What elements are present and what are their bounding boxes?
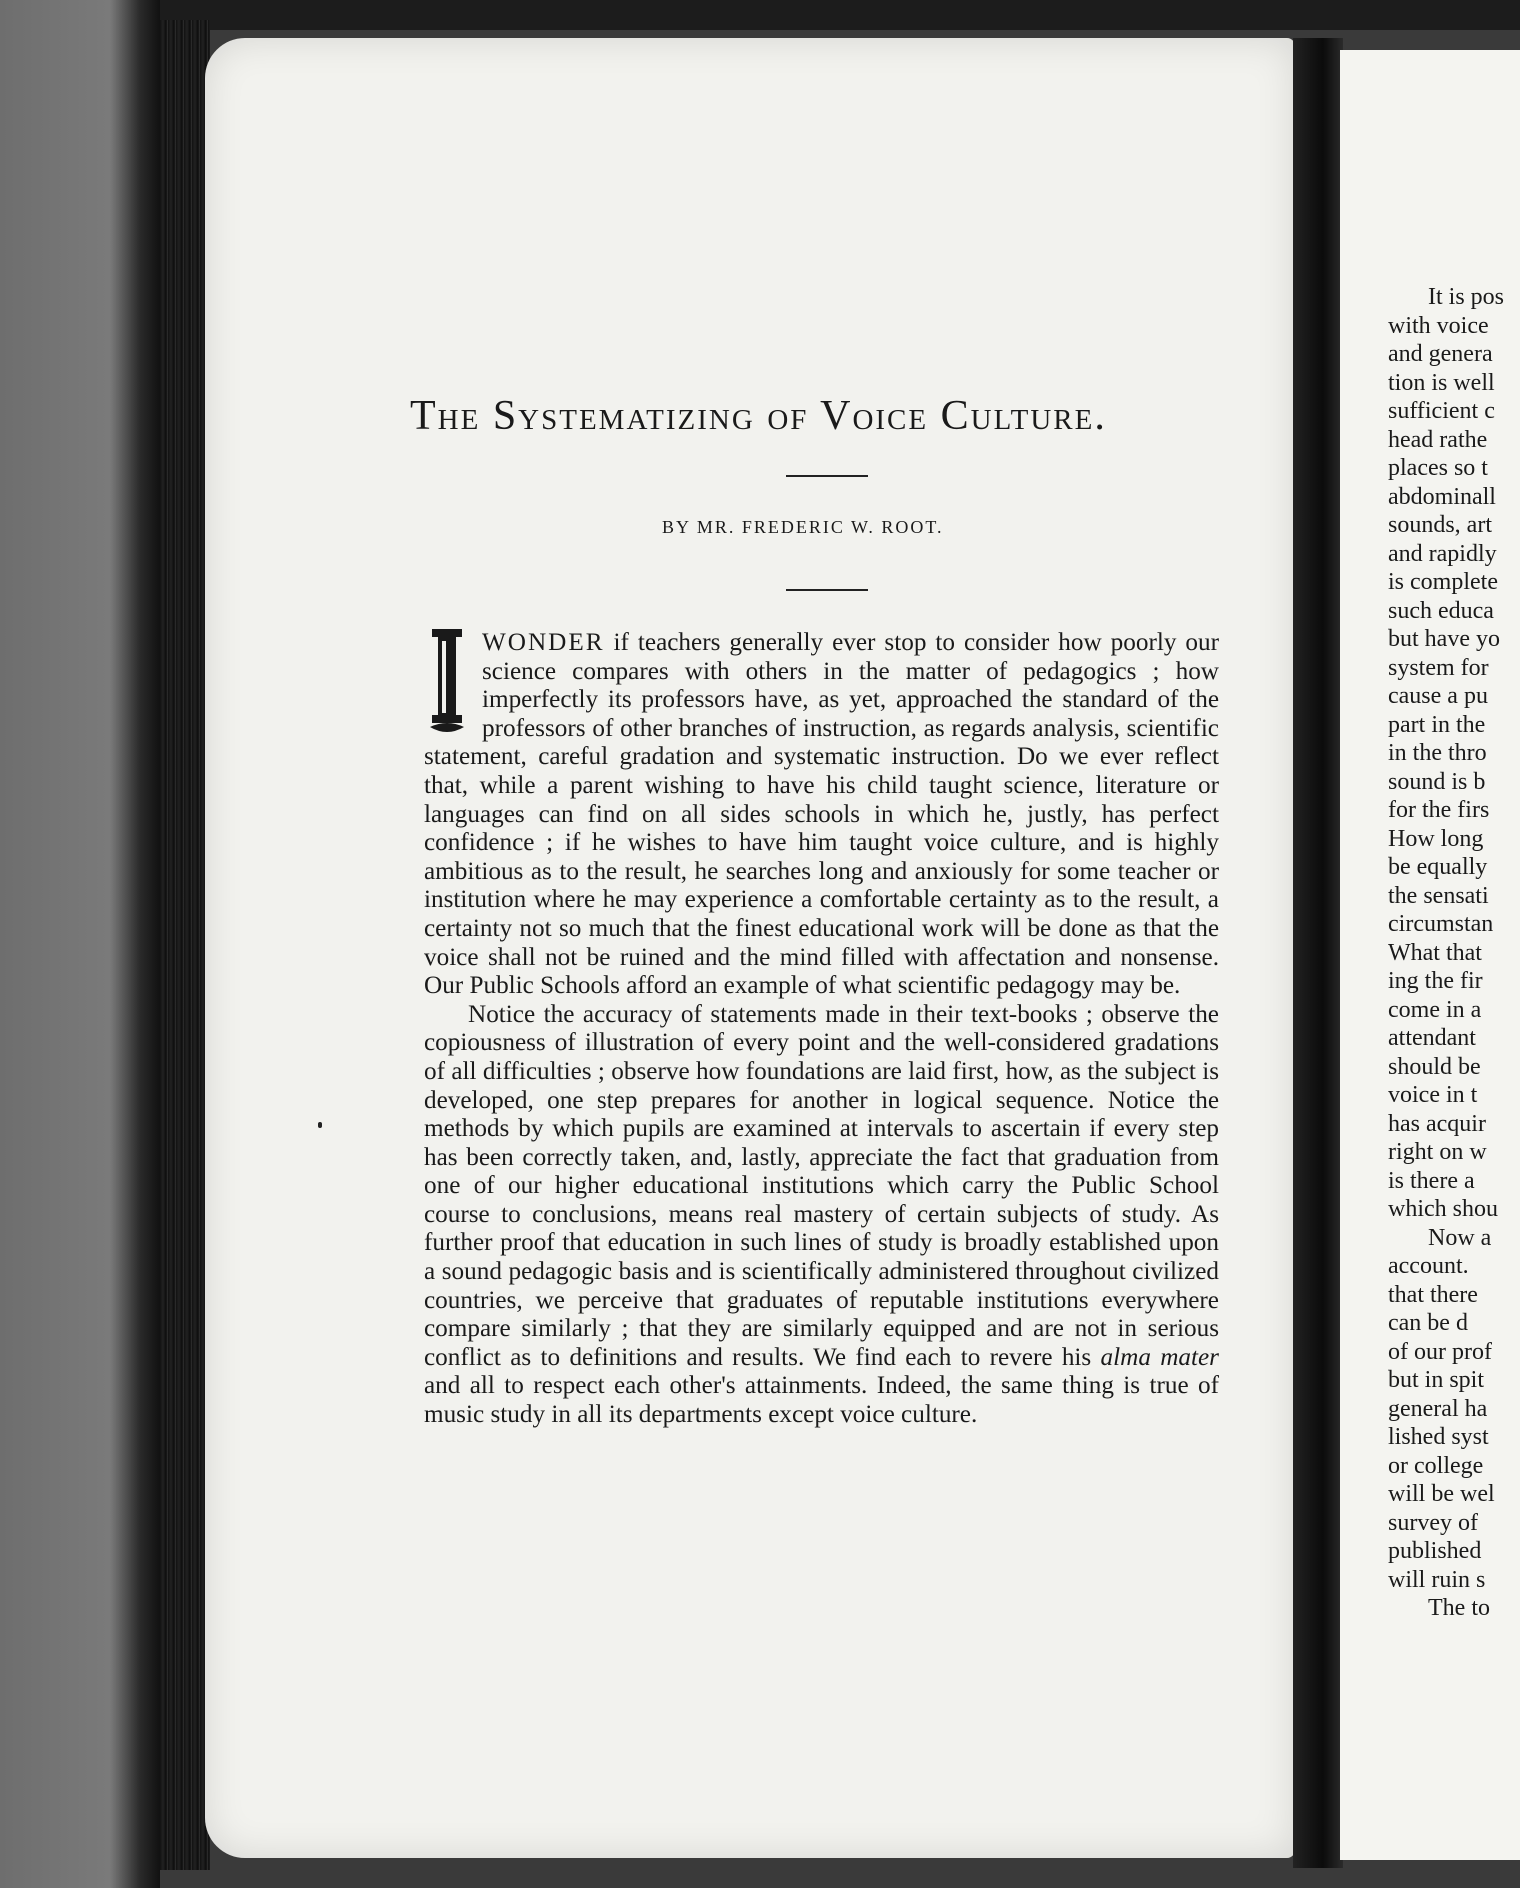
ornamental-i-icon [420, 627, 474, 739]
facing-page-line: has acquir [1388, 1110, 1486, 1137]
facing-page-line: or college [1388, 1452, 1484, 1479]
scan-left-margin [0, 0, 160, 1888]
facing-page-line: abdominall [1388, 483, 1496, 510]
facing-page-line: right on w [1388, 1139, 1487, 1165]
facing-page-line: come in a [1388, 996, 1482, 1023]
facing-page-line: the sensati [1388, 882, 1489, 909]
facing-page-line: should be [1388, 1053, 1481, 1080]
facing-page-line: of our prof [1388, 1338, 1492, 1365]
facing-page-line: How long [1388, 825, 1484, 852]
facing-page-line: head rathe [1388, 426, 1488, 453]
facing-page-line: that there [1388, 1281, 1478, 1308]
facing-page-line: is there a [1388, 1167, 1475, 1194]
facing-page-line: such educa [1388, 597, 1494, 624]
facing-page-line: and rapidly [1388, 540, 1497, 567]
facing-page-line: survey of [1388, 1509, 1478, 1536]
facing-page-line: sound is b [1388, 768, 1486, 795]
facing-page-line: places so t [1388, 455, 1488, 481]
paragraph-2-end: and all to respect each other's attainments. Indeed, the same thing is true of music study in all its departments except voice culture. [424, 1372, 1219, 1429]
facing-page-line: Now a [1428, 1224, 1492, 1251]
drop-cap [420, 627, 474, 739]
drop-cap-letter: I [447, 687, 448, 688]
byline-rule [786, 589, 868, 591]
paragraph-1-text: if teachers generally ever stop to consider how poorly our science compares with others in the matter of pedagogics ; how imperfectly its professors have, as yet, approached the standard of the professors of other branches of instruction, as regards analysis, scientific statement, careful gradation and systematic instruction. Do we ever reflect that, while a parent wishing to have his child taught science, literature or languages can find on all sides schools in which he, justly, has perfect confidence ; if he wishes to have him taught voice culture, and is highly ambitious as to the result, he searches long and anxiously for some teacher or institution where he may experience a comfortable certainty as to the result, a certainty not so much that the finest educational work will be done as that the voice shall not be ruined and the mind filled with affectation and nonsense. Our Public Schools afford an example of what scientific pedagogy may be. [424, 629, 1219, 1000]
facing-page-line: attendant [1388, 1025, 1476, 1051]
facing-page-line: and genera [1388, 341, 1493, 367]
facing-page-line: voice in t [1388, 1082, 1478, 1108]
facing-page-line: sufficient c [1388, 398, 1495, 424]
facing-page-line: It is pos [1428, 284, 1505, 310]
article-body [424, 629, 1219, 1430]
facing-page-line: tion is well [1388, 369, 1495, 396]
facing-page-line: circumstan [1388, 911, 1494, 937]
facing-page-line: published [1388, 1538, 1482, 1564]
facing-page-line: will be wel [1388, 1481, 1495, 1507]
facing-page-text [1388, 283, 1520, 1623]
book-page-edges [160, 20, 210, 1870]
paragraph-2 [424, 1001, 1219, 1430]
scan-speck [318, 1122, 322, 1128]
alma-mater-italic: alma mater [1100, 1343, 1219, 1371]
facing-page-line: be equally [1388, 854, 1488, 880]
facing-page-line: cause a pu [1388, 683, 1488, 709]
facing-page-line: sounds, art [1388, 512, 1492, 538]
paragraph-1 [424, 629, 1219, 1001]
article-byline: BY MR. FREDERIC W. ROOT. [662, 517, 944, 537]
facing-page-line: which shou [1388, 1196, 1498, 1222]
scan-top-border [0, 0, 1520, 30]
facing-page-line: will ruin s [1388, 1566, 1486, 1593]
facing-page-line: but in spit [1388, 1367, 1485, 1393]
facing-page-line: but have yo [1388, 626, 1500, 652]
facing-page-line: is complete [1388, 569, 1498, 595]
article-title: The Systematizing of Voice Culture. [410, 393, 1107, 439]
facing-page-line: part in the [1388, 711, 1486, 738]
book-gutter [1293, 38, 1343, 1868]
first-word: WONDER [482, 629, 605, 656]
facing-page-line: in the thro [1388, 740, 1487, 766]
facing-page-line: The to [1428, 1595, 1490, 1621]
facing-page-line: account. [1388, 1253, 1469, 1279]
facing-page-line: for the firs [1388, 797, 1490, 823]
facing-page-line: What that [1388, 939, 1482, 966]
facing-page-line: with voice [1388, 312, 1489, 339]
facing-page-line: can be d [1388, 1310, 1468, 1336]
paragraph-2-text: Notice the accuracy of statements made in their text-books ; observe the copiousness of illustration of every point and the well-considered gradations of all difficulties ; observe how foundations are laid first, how, as the subject is developed, one step prepares for another in logical sequence. Notice the methods by which pupils are examined at intervals to ascertain if every step has been correctly taken, and, lastly, appreciate the fact that graduation from one of our higher educational institutions which carry the Public School course to conclusions, means real mastery of certain subjects of study. As further proof that education in such lines of study is broadly established upon a sound pedagogic basis and is scientifically administered throughout civilized countries, we perceive that graduates of reputable institutions everywhere compare similarly ; that they are similarly equipped and are not in serious conflict as to definitions and results. We find each to revere his [424, 1000, 1219, 1371]
facing-page-line: ing the fir [1388, 968, 1483, 994]
facing-page-line: system for [1388, 654, 1489, 681]
facing-page-line: general ha [1388, 1395, 1488, 1422]
facing-page-line: lished syst [1388, 1424, 1489, 1450]
title-rule [786, 475, 868, 477]
